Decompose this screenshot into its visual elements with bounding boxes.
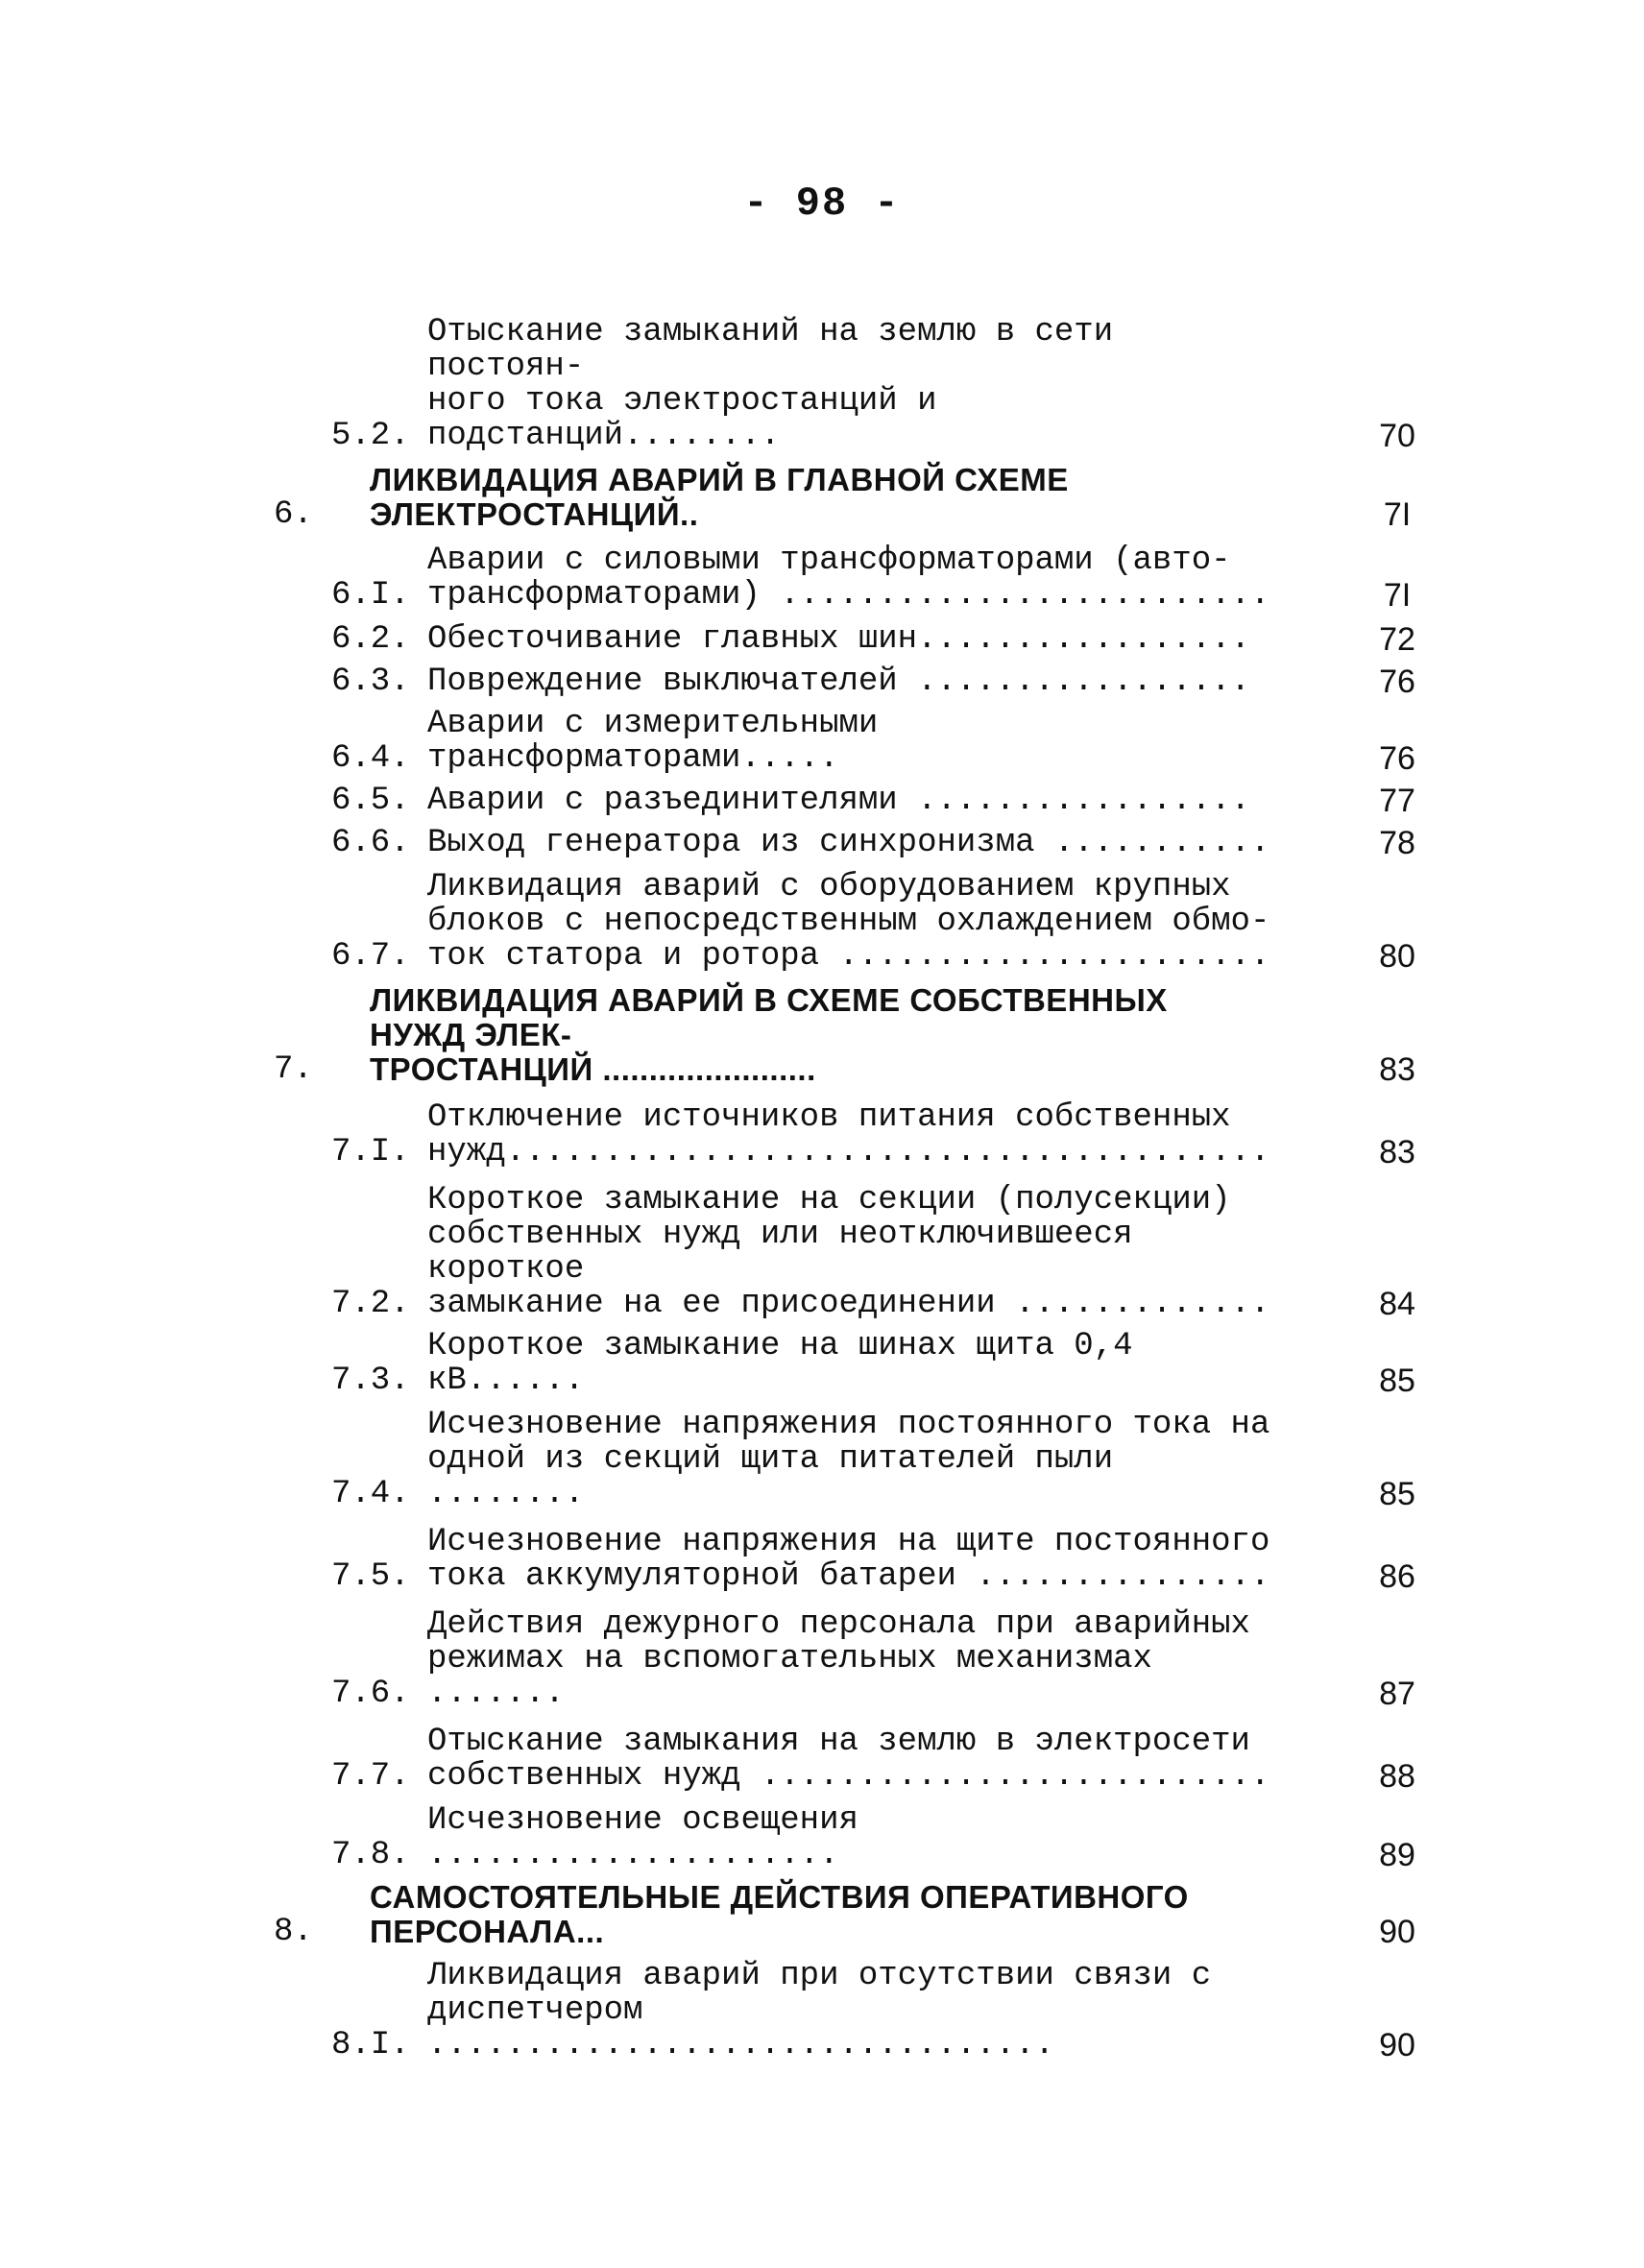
table-of-contents [274,305,1426,2063]
toc-entry-page: 72 [1379,621,1415,658]
toc-entry-page: 76 [1379,740,1415,777]
toc-entry-number: 7.8. [331,1837,410,1873]
toc-entry-page: 85 [1379,1476,1415,1512]
toc-entry-page: 87 [1379,1676,1415,1712]
toc-entry-title: Исчезновение напряжения постоянного тока на одной из секций щита питателей пыли ........ [427,1407,1270,1512]
toc-entry-page: 7I [1383,577,1412,614]
toc-entry [274,1329,1426,1398]
toc-entry [274,784,1426,818]
toc-entry-page: 83 [1379,1134,1415,1170]
toc-entry-title: Короткое замыкание на шинах щита 0,4 кВ...... [427,1328,1152,1399]
toc-entry-number: 7.7. [331,1758,410,1795]
toc-entry-title: Действия дежурного персонала при аварийных режимах на вспомогательных механизмах ....... [427,1606,1250,1712]
toc-entry [274,1525,1426,1594]
toc-entry-page: 70 [1379,418,1415,454]
toc-entry-number: 7.4. [331,1476,410,1512]
toc-entry-number: 6.3. [331,664,410,700]
toc-entry-title: Выход генератора из синхронизма ........... [427,825,1270,861]
toc-entry-title: Ликвидация аварий при отсутствии связи с диспетчером ................................ [427,1958,1212,2063]
toc-entry-number: 6.4. [331,740,410,777]
toc-entry-title: Обесточивание главных шин................. [427,621,1250,658]
toc-entry-page: 90 [1379,2027,1415,2063]
toc-entry-number: 6.2. [331,621,410,658]
toc-entry-number: 7.5. [331,1558,410,1595]
toc-entry [274,1607,1426,1711]
toc-entry [274,1803,1426,1872]
toc-entry-page: 84 [1379,1286,1415,1322]
page-number: - 98 - [743,181,901,227]
toc-entry-page: 7I [1383,496,1412,533]
toc-entry [274,1100,1426,1170]
toc-entry-page: 89 [1379,1837,1415,1873]
toc-entry [274,707,1426,776]
toc-entry-title: Отыскание замыканий на землю в сети постоян- ного тока электростанций и подстанций........ [427,314,1114,454]
toc-entry-title: Ликвидация аварий с оборудованием крупных блоков с непосредственным охлаждением обмо- ток статора и ротора ...................... [427,869,1270,975]
toc-entry [274,543,1426,613]
toc-entry-number: 7.6. [331,1676,410,1712]
toc-entry [274,463,1426,532]
toc-entry-number: 5.2. [331,418,410,454]
toc-entry [274,1959,1426,2063]
toc-entry-number: 6.6. [331,825,410,861]
toc-entry-title: ЛИКВИДАЦИЯ АВАРИЙ В ГЛАВНОЙ СХЕМЕ ЭЛЕКТРОСТАНЦИЙ.. [370,462,1078,532]
toc-entry-page: 83 [1379,1051,1415,1088]
toc-entry-title: Аварии с измерительными трансформаторами..... [427,706,898,777]
toc-entry-title: Исчезновение напряжения на щите постоянного тока аккумуляторной батареи ............... [427,1524,1270,1595]
toc-entry-page: 80 [1379,938,1415,975]
toc-entry [274,1725,1426,1794]
toc-entry-number: 6.7. [331,938,410,975]
toc-entry-number: 6. [274,496,313,533]
toc-entry-title: Исчезновение освещения ..................... [427,1802,879,1873]
toc-entry [274,1408,1426,1511]
toc-entry [274,664,1426,699]
toc-entry [274,1880,1426,1949]
toc-entry-number: 7.I. [331,1134,410,1170]
toc-entry-title: ЛИКВИДАЦИЯ АВАРИЙ В СХЕМЕ СОБСТВЕННЫХ НУЖД ЭЛЕК- ТРОСТАНЦИЙ ....................... [370,982,1168,1087]
toc-entry-number: 8.I. [331,2027,410,2063]
toc-entry-page: 76 [1379,664,1415,700]
toc-entry-number: 7.3. [331,1363,410,1399]
toc-entry [274,983,1426,1087]
toc-entry-page: 77 [1379,783,1415,819]
toc-entry-number: 7. [274,1051,313,1088]
toc-entry [274,826,1426,860]
toc-entry [274,870,1426,974]
toc-entry-page: 86 [1379,1558,1415,1595]
toc-entry-page: 78 [1379,825,1415,861]
toc-entry-number: 6.I. [331,577,410,614]
toc-entry-page: 90 [1379,1914,1415,1950]
toc-entry [274,622,1426,657]
toc-entry-number: 7.2. [331,1286,410,1322]
toc-entry-page: 85 [1379,1363,1415,1399]
toc-entry-title: Аварии с силовыми трансформаторами (авто- трансформаторами) ......................... [427,543,1270,614]
toc-entry-page: 88 [1379,1758,1415,1795]
toc-entry-number: 8. [274,1914,313,1950]
toc-entry-title: САМОСТОЯТЕЛЬНЫЕ ДЕЙСТВИЯ ОПЕРАТИВНОГО ПЕРСОНАЛА... [370,1879,1198,1949]
toc-entry-title: Отыскание замыкания на землю в электросети собственных нужд .......................... [427,1724,1270,1795]
toc-entry-title: Отключение источников питания собственных нужд....................................... [427,1099,1270,1170]
toc-entry-title: Повреждение выключателей ................. [427,664,1250,700]
toc-entry-number: 6.5. [331,783,410,819]
toc-entry [274,1183,1426,1321]
toc-entry-title: Аварии с разъединителями ................. [427,783,1250,819]
toc-entry [274,315,1426,453]
toc-entry-title: Короткое замыкание на секции (полусекции) собственных нужд или неотключившееся короткое замыкание на ее присоединении ............. [427,1182,1270,1322]
